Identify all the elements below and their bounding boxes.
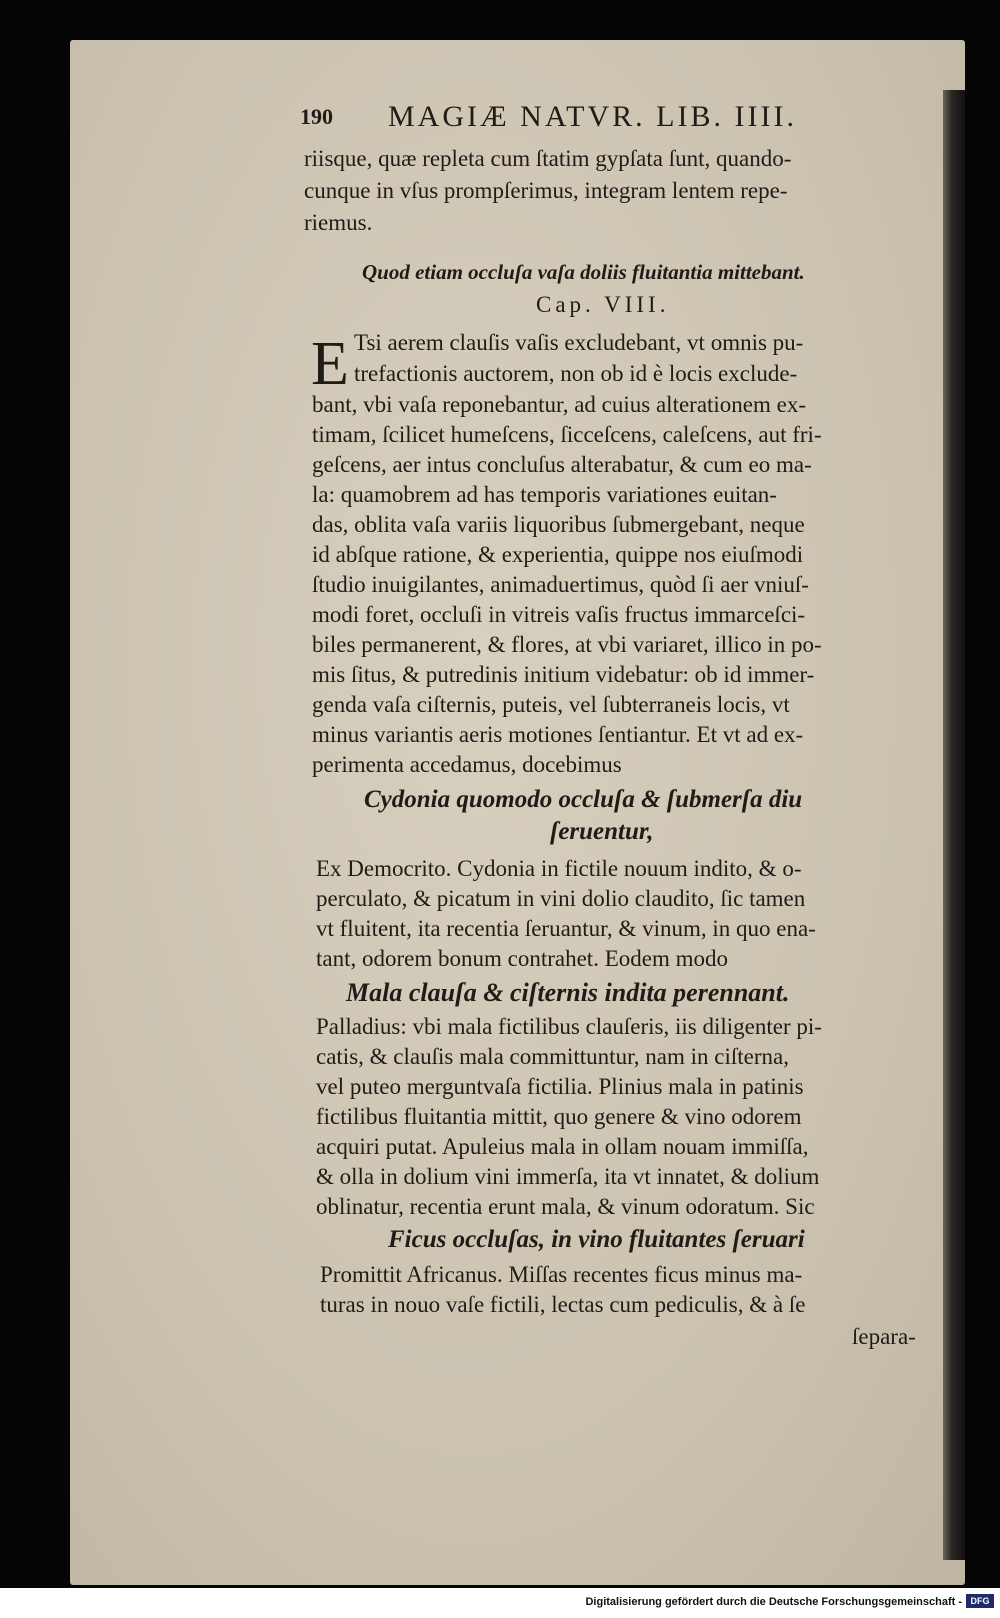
text-line: & olla in dolium vini immerſa, ita vt innatet, & dolium	[316, 1164, 820, 1189]
page-number: 190	[300, 104, 333, 129]
text-line: perimenta accedamus, docebimus	[312, 752, 622, 777]
text-line: modi foret, occluſi in vitreis vaſis fructus immarceſci-	[312, 602, 806, 627]
section-heading: Ficus occluſas, in vino fluitantes ſeruari	[388, 1226, 805, 1253]
text-line: perculato, & picatum in vini dolio claudito, ſic tamen	[316, 886, 806, 911]
text-line: vel puteo merguntvaſa fictilia. Plinius mala in patinis	[316, 1074, 804, 1099]
text-line: catis, & clauſis mala committuntur, nam in ciſterna,	[316, 1044, 790, 1069]
text-line: trefactionis auctorem, non ob id è locis exclude-	[354, 361, 798, 386]
text-line: Palladius: vbi mala fictilibus clauſeris, iis diligenter pi-	[316, 1014, 822, 1039]
text-line: timam, ſcilicet humeſcens, ſicceſcens, caleſcens, aut fri-	[312, 422, 822, 447]
drop-cap: E	[311, 330, 349, 398]
dfg-logo: DFG	[966, 1594, 994, 1608]
text-line: mis ſitus, & putredinis initium videbatur: ob id immer-	[312, 662, 815, 687]
text-line: oblinatur, recentia erunt mala, & vinum odoratum. Sic	[316, 1194, 815, 1219]
text-line: Promittit Africanus. Miſſas recentes ficus minus ma-	[320, 1262, 803, 1287]
text-line: Ex Democrito. Cydonia in fictile nouum indito, & o-	[316, 856, 802, 881]
text-line: minus variantis aeris motiones ſentiantur. Et vt ad ex-	[312, 722, 804, 747]
text-line: geſcens, aer intus concluſus alterabatur, & cum eo ma-	[312, 452, 812, 477]
footer-credit: Digitalisierung gefördert durch die Deutsche Forschungsgemeinschaft -	[585, 1596, 962, 1608]
text-line: id abſque ratione, & experientia, quippe nos eiuſmodi	[312, 542, 804, 567]
text-line: turas in nouo vaſe fictili, lectas cum pediculis, & à ſe	[320, 1292, 806, 1317]
section-heading: Mala clauſa & ciſternis indita perennant.	[346, 978, 790, 1007]
text-line: riisque, quæ repleta cum ſtatim gypſata ſunt, quando-	[304, 146, 792, 171]
text-line: ſtudio inuigilantes, animaduertimus, quòd ſi aer vniuſ-	[312, 572, 809, 597]
text-line: vt fluitent, ita recentia ſeruantur, & vinum, in quo ena-	[316, 916, 816, 941]
text-line: genda vaſa ciſternis, puteis, vel ſubterraneis locis, vt	[312, 692, 790, 717]
footer-bar	[0, 1588, 1000, 1618]
text-line: das, oblita vaſa variis liquoribus ſubmergebant, neque	[312, 512, 805, 537]
chapter-title: Quod etiam occluſa vaſa doliis fluitantia mittebant.	[362, 260, 805, 284]
catchword: ſepara-	[852, 1324, 916, 1349]
text-line: acquiri putat. Apuleius mala in ollam nouam immiſſa,	[316, 1134, 809, 1159]
running-title: MAGIÆ NATVR. LIB. IIII.	[388, 100, 797, 133]
text-line: biles permanerent, & flores, at vbi variaret, illico in po-	[312, 632, 822, 657]
section-heading-continued: ſeruentur,	[550, 818, 654, 845]
text-line: cunque in vſus prompſerimus, integram lentem repe-	[304, 178, 788, 203]
text-line: riemus.	[304, 210, 373, 235]
text-line: bant, vbi vaſa reponebantur, ad cuius alterationem ex-	[312, 392, 807, 417]
text-line: tant, odorem bonum contrahet. Eodem modo	[316, 946, 728, 971]
text-line: Tsi aerem clauſis vaſis excludebant, vt omnis pu-	[354, 330, 804, 355]
section-heading: Cydonia quomodo occluſa & ſubmerſa diu	[364, 786, 803, 813]
chapter-number: Cap. VIII.	[536, 292, 670, 317]
page-edge-shadow	[943, 90, 965, 1560]
text-line: la: quamobrem ad has temporis variationes euitan-	[312, 482, 777, 507]
text-line: fictilibus fluitantia mittit, quo genere & vino odorem	[316, 1104, 802, 1129]
